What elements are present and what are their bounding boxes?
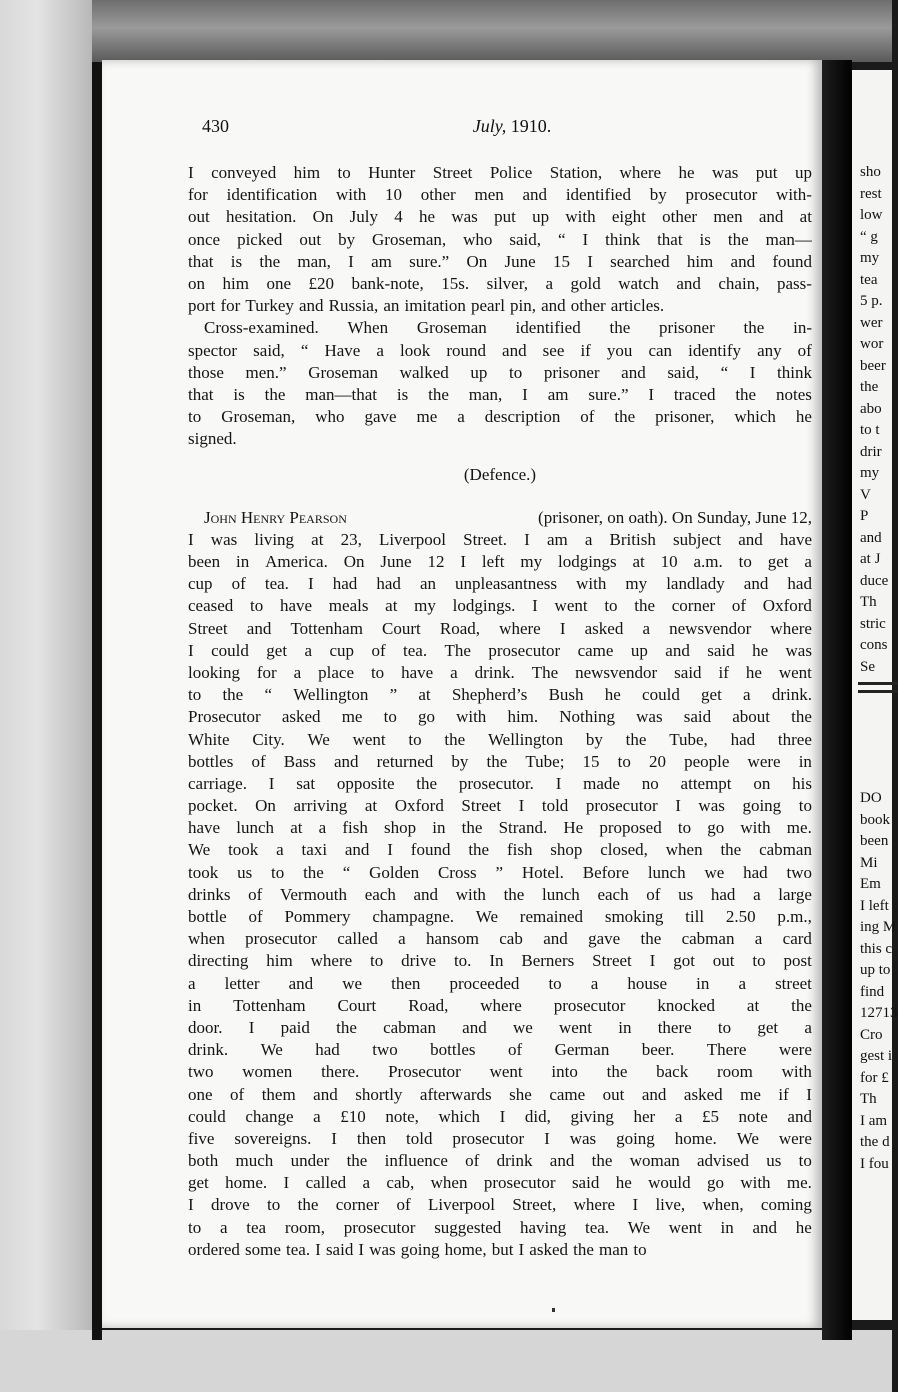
text-line: spector said, “ Have a look round and see if you can identify any of: [188, 340, 812, 360]
facing-page-line: DO: [860, 790, 882, 806]
facing-page-line: wor: [860, 336, 884, 352]
text-line: to a tea room, prosecutor suggested having tea. We went in and he: [188, 1217, 812, 1237]
text-line: on him one £20 bank-note, 15s. silver, a gold watch and chain, pass-: [188, 273, 812, 293]
text-line: could change a £10 note, which I did, giving her a £5 note and: [188, 1106, 812, 1126]
text-line: I could get a cup of tea. The prosecutor came up and said he was: [188, 640, 812, 660]
page-number: 430: [202, 116, 229, 136]
facing-page-line: duce: [860, 572, 889, 589]
text-line: We took a taxi and I found the fish shop closed, when the cabman: [188, 840, 812, 860]
facing-page-rule: [858, 690, 898, 693]
page-text: [188, 162, 812, 1261]
text-line: one of them and shortly afterwards she came out and asked me if I: [188, 1084, 812, 1104]
facing-page-line: Cro: [860, 1026, 883, 1043]
text-line: five sovereigns. I then told prosecutor I was going home. We were: [188, 1128, 812, 1148]
text-line: in Tottenham Court Road, where prosecutor knocked at the: [188, 995, 812, 1015]
facing-page-line: Se: [860, 658, 875, 675]
text-line: Cross-examined. When Groseman identified the prisoner the in-: [204, 318, 812, 338]
facing-page-line: tea: [860, 271, 878, 288]
text-line: pocket. On arriving at Oxford Street I told prosecutor I was going to: [188, 796, 812, 816]
text-line: drink. We had two bottles of German beer. There were: [188, 1040, 812, 1060]
facing-page-line: wer: [860, 314, 883, 331]
facing-page-line: ing M: [860, 919, 897, 935]
facing-page-line: and: [860, 529, 882, 546]
facing-page-line: cons: [860, 637, 888, 653]
running-head-year: 1910.: [510, 116, 552, 136]
text-line: two women there. Prosecutor went into the back room with: [188, 1062, 812, 1082]
facing-page-line: drir: [860, 443, 882, 460]
text-line: directing him where to drive to. In Berners Street I got out to post: [188, 951, 812, 971]
witness-name: John Henry Pearson: [204, 507, 347, 527]
facing-page-line: sho: [860, 164, 881, 180]
text-line: been in America. On June 12 I left my lodgings at 10 a.m. to get a: [188, 552, 812, 571]
facing-page-line: at J: [860, 551, 881, 567]
text-line: carriage. I sat opposite the prosecutor. I made no attempt on his: [188, 773, 812, 793]
paragraph-cross-examined: [188, 317, 812, 450]
facing-page-line: rest: [860, 185, 882, 202]
text-line: I drove to the corner of Liverpool Street, where I live, when, coming: [188, 1195, 812, 1215]
facing-page-line: stric: [860, 615, 886, 632]
text-line: have lunch at a fish shop in the Strand. He proposed to go with me.: [188, 818, 812, 838]
text-line: ceased to have meals at my lodgings. I went to the corner of Oxford: [188, 596, 812, 616]
text-line: took us to the “ Golden Cross ” Hotel. Before lunch we had two: [188, 862, 812, 882]
text-line: door. I paid the cabman and we went in there to get a: [188, 1017, 812, 1037]
facing-page-line: low: [860, 207, 883, 223]
text-line: [188, 507, 812, 529]
facing-page-line: abo: [860, 400, 882, 417]
book-page: [102, 60, 822, 1328]
running-head-month: July,: [472, 116, 507, 136]
text-line: that is the man—that is the man, I am sure.” I traced the notes: [188, 384, 812, 404]
facing-page-line: for £: [860, 1069, 889, 1086]
scan-bottom-margin: [0, 1330, 892, 1392]
text-line: signed.: [188, 429, 237, 449]
text-line: when prosecutor called a hansom cab and gave the cabman a card: [188, 929, 812, 949]
text-line: once picked out by Groseman, who said, “ I think that is the man—: [188, 229, 812, 249]
text-line: a letter and we then proceeded to a house in a street: [188, 973, 812, 993]
text-line: Street and Tottenham Court Road, where I asked a newsvendor where: [188, 618, 812, 638]
text-line: that is the man, I am sure.” On June 15 I searched him and found: [188, 251, 812, 271]
facing-page-line: Mi: [860, 854, 878, 871]
facing-page-line: gest i: [860, 1048, 893, 1064]
facing-page-line: V: [860, 486, 871, 503]
text-line: port for Turkey and Russia, an imitation pearl pin, and other articles.: [188, 296, 665, 316]
text-line: those men.” Groseman walked up to prisoner and said, “ I think: [188, 362, 812, 382]
facing-page-line: Th: [860, 1091, 877, 1107]
page-header: [202, 116, 822, 140]
facing-page-line: I fou: [860, 1155, 889, 1172]
facing-page-line: my: [860, 465, 880, 481]
text-line: ordered some tea. I said I was going home, but I asked the man to: [188, 1239, 647, 1259]
running-head: [202, 116, 822, 137]
ink-speck: [552, 1308, 555, 1312]
facing-page-line: this c: [860, 940, 893, 957]
text-line: I conveyed him to Hunter Street Police Station, where he was put up: [188, 163, 812, 182]
text-line: I was living at 23, Liverpool Street. I am a British subject and have: [188, 529, 812, 549]
book-gutter: [822, 60, 852, 1340]
text-line: White City. We went to the Wellington by the Tube, had three: [188, 729, 812, 749]
scan-left-margin: [0, 0, 92, 1392]
facing-page-line: my: [860, 250, 880, 266]
paragraph-constable-evidence: [188, 162, 812, 317]
facing-page-line: book: [860, 811, 890, 828]
defence-heading: (Defence.): [463, 465, 537, 485]
text-line: bottle of Pommery champagne. We remained smoking till 2.50 p.m.,: [188, 907, 812, 926]
text-line: cup of tea. I had had an unpleasantness with my landlady and had: [188, 574, 812, 594]
text-line: looking for a place to have a drink. The newsvendor said if he went: [188, 662, 812, 682]
facing-page-rule: [858, 682, 898, 685]
facing-page-line: I am: [860, 1112, 888, 1129]
facing-page-line: up to: [860, 962, 891, 978]
witness-line-rest: (prisoner, on oath). On Sunday, June 12,: [538, 507, 812, 527]
facing-page-line: been: [860, 833, 889, 849]
page-edge: [92, 62, 102, 1340]
facing-page-line: “ g: [860, 228, 878, 245]
facing-page-line: to t: [860, 422, 880, 438]
facing-page-line: beer: [860, 357, 886, 374]
facing-page-line: Th: [860, 594, 877, 610]
text-line: drinks of Vermouth each and with the lunch each of us had a large: [188, 884, 812, 904]
facing-page-line: P: [860, 508, 869, 524]
text-line: to Groseman, who gave me a description of the prisoner, which he: [188, 407, 812, 427]
text-line: bottles of Bass and returned by the Tube; 15 to 20 people were in: [188, 751, 812, 771]
facing-page-line: Em: [860, 876, 881, 892]
facing-page-line: 5 p.: [860, 293, 883, 309]
facing-page-line: I left: [860, 897, 889, 914]
text-line: get home. I called a cab, when prosecutor said he would go with me.: [188, 1173, 812, 1193]
text-line: both much under the influence of drink and the woman advised us to: [188, 1151, 812, 1171]
text-line: for identification with 10 other men and identified by prosecutor with-: [188, 185, 812, 205]
text-line: Prosecutor asked me to go with him. Nothing was said about the: [188, 707, 812, 727]
text-line: to the “ Wellington ” at Shepherd’s Bush he could get a drink.: [188, 685, 812, 705]
scan-top-margin: [0, 0, 892, 62]
facing-page-line: the d: [860, 1134, 890, 1150]
paragraph-defence-testimony: [188, 529, 812, 1261]
facing-page-line: the: [860, 379, 879, 395]
facing-page-fragment: [852, 70, 898, 1320]
facing-page-line: 12713: [860, 1005, 898, 1021]
text-line: out hesitation. On July 4 he was put up with eight other men and at: [188, 207, 812, 227]
facing-page-line: find: [860, 983, 885, 1000]
